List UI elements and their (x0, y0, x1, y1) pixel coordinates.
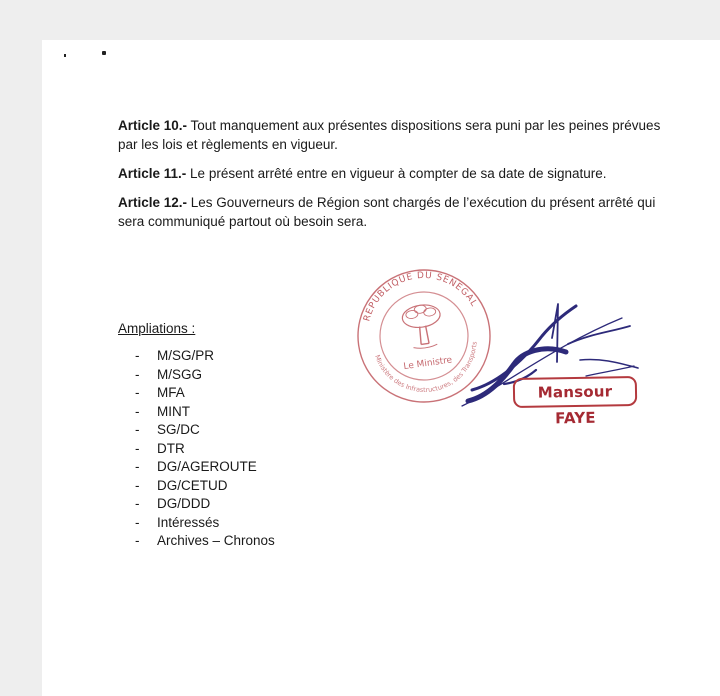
articles-section (118, 116, 678, 241)
article-text: Les Gouverneurs de Région sont chargés de l’exécution du présent arrêté qui sera communiqué partout où besoin sera. (118, 195, 656, 229)
article-text: Le présent arrêté entre en vigueur à compter de sa date de signature. (186, 166, 607, 181)
list-item-text: DTR (157, 440, 185, 456)
list-item-text: DG/AGEROUTE (157, 459, 257, 474)
name-stamp: Mansour FAYE (513, 376, 638, 408)
article-10 (118, 116, 678, 154)
list-item-text: DG/CETUD (157, 477, 228, 493)
ampliations-list (118, 347, 275, 551)
list-item-text: M/SG/PR (157, 348, 215, 363)
ampliations-section (118, 321, 275, 551)
list-dash: - (135, 422, 140, 437)
article-text: Tout manquement aux présentes dispositions sera puni par les peines prévues par les lois et règlements en vigueur. (118, 118, 661, 152)
list-item (135, 403, 275, 422)
list-item (135, 495, 275, 514)
list-dash: - (135, 496, 140, 511)
seal-center-text: Le Ministre (402, 355, 453, 373)
list-item (135, 477, 275, 496)
list-dash: - (135, 385, 140, 400)
list-item-text: DG/DDD (157, 496, 211, 511)
list-item (135, 347, 275, 366)
list-dash: - (135, 440, 140, 456)
ampliations-title: Ampliations : (118, 321, 196, 336)
list-item-text: MFA (157, 385, 185, 400)
document-page (42, 40, 720, 696)
list-dash: - (135, 403, 140, 419)
list-item-text: M/SGG (157, 366, 203, 382)
list-dash: - (135, 366, 140, 382)
list-item (135, 514, 275, 533)
list-item (135, 421, 275, 440)
list-dash: - (135, 477, 140, 493)
list-item (135, 366, 275, 385)
list-item (135, 458, 275, 477)
baobab-tree-icon (401, 303, 445, 351)
list-dash: - (135, 348, 140, 363)
seal-inner-text: Ministère des Infrastructures, des Transports (373, 341, 479, 394)
article-number: Article 10.- (118, 118, 188, 133)
list-item (135, 532, 275, 551)
list-dash: - (135, 514, 140, 530)
list-dash: - (135, 459, 140, 474)
article-number: Article 12.- (118, 195, 188, 210)
article-11 (118, 164, 678, 183)
list-item-text: Intéressés (157, 514, 220, 530)
scan-speck (64, 54, 66, 57)
seal-outer-text: REPUBLIQUE DU SENEGAL (362, 270, 479, 323)
list-item (135, 440, 275, 459)
list-dash: - (135, 533, 140, 548)
list-item-text: MINT (157, 403, 190, 419)
article-12 (118, 193, 678, 231)
list-item-text: Archives – Chronos (157, 533, 275, 548)
scan-speck (102, 51, 106, 55)
list-item-text: SG/DC (157, 422, 200, 437)
article-number: Article 11.- (118, 166, 187, 181)
list-item (135, 384, 275, 403)
